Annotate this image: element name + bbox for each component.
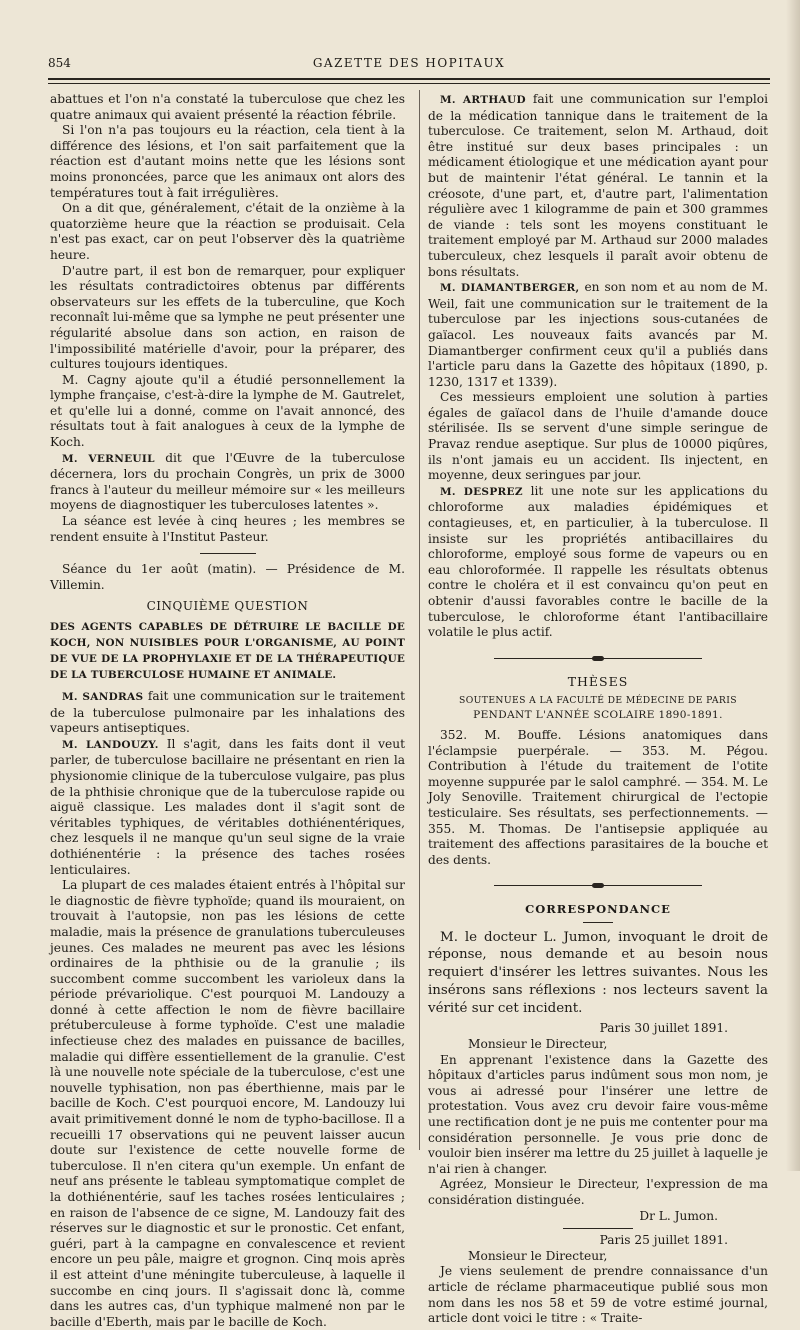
letter-separator [563,1228,633,1229]
speaker-name: M. VERNEUIL [62,452,155,465]
speaker-name: M. LANDOUZY. [62,738,159,751]
header-rule [48,78,770,80]
paragraph-text: dit que l'Œuvre de la tuberculose décernera, lors du prochain Congrès, un prix de 3000 francs à l'auteur du meilleur mémoire sur « les meilleurs moyens de diagnostiquer les tuberculoses latentes ». [50,450,405,513]
letter-date: Paris 25 juillet 1891. [599,1233,728,1248]
paragraph: La plupart de ces malades étaient entrés à l'hôpital sur le diagnostic de fièvre typhoïde; quand ils mouraient, on trouvait à l'autopsie, non pas les lésions de cette maladie, mais la présence de granulations tuberculeuses jeunes. Ces malades ne meurent pas avec les lésions ordinaires de la phthisie ou de la granulie ; ils succombent comme succombent les varioleux dans la période prévariolique. C'est pourquoi M. Landouzy a donné à cette affection le nom de fièvre bacillaire prétuberculeuse à forme typhoïde. C'est une maladie infectieuse chez des malades en puissance de bacilles, maladie qui diffère essentiellement de la granulie. C'est là une nouvelle note spéciale de la tuberculose, c'est une nouvelle typhisation, non pas éberthienne, mais par le bacille de Koch. C'est pourquoi encore, M. Landouzy lui avait primitivement donné le nom de typho-bacillose. Il a recueilli 17 observations qui ne peuvent laisser aucun doute sur l'existence de cette nouvelle forme de tuberculose. Il n'en citera qu'un exemple. Un enfant de neuf ans présente le tableau symptomatique complet de la dothiénentérie, sauf les taches rosées lenticulaires ; en raison de l'absence de ce signe, M. Landouzy fait des réserves sur le diagnostic et sur le pronostic. Cet enfant, guéri, part à la campagne en convalescence et revient encore un peu pâle, maigre et grognon. Cinq mois après il est atteint d'une méningite tuberculeuse, à laquelle il succombe en cinq jours. Il s'agissait donc là, comme dans les autres cas, d'un typhique malmené non par le bacille d'Eberth, mais par le bacille de Koch. [50,878,405,1329]
paragraph: D'autre part, il est bon de remarquer, pour expliquer les résultats contradictoires obtenus par différents observateurs sur les effets de la tuberculine, que Koch reconnaît lui-même que sa lymphe ne peut présenter une régularité absolue dans son action, en raison de l'impossibilité matérielle d'avoir, pour la préparer, des cultures toujours identiques. [50,263,405,372]
page-edge-shadow [786,0,800,1171]
paragraph-text: fait une communication sur l'emploi de la médication tannique dans le traitement de la tuberculose. Ce traitement, selon M. Arthaud, doit être institué sur deux bases principales : un médicament étiologique et une médication ayant pour but de maintenir l'état général. Le tannin et la créosote, d'une part, et, d'autre part, l'alimentation régulière avec 1 kilogramme de pain et 300 grammes de viande : tels sont les moyens constituant le traitement employé par M. Arthaud sur 2000 malades tuberculeux, chez lesquels il paraît avoir obtenu de bons résultats. [428,92,768,279]
letter-body: En apprenant l'existence dans la Gazette des hôpitaux d'articles parus indûment sous mon nom, je vous ai adressé pour l'insérer une lettre de protestation. Vous avez cru devoir faire vous-même une rectification dont je ne puis me contenter pour ma considération personnelle. Je vous prie donc de vouloir bien insérer ma lettre du 25 juillet à laquelle je n'ai rien à changer. [428,1052,768,1176]
paragraph-text: en son nom et au nom de M. Weil, fait une communication sur le traitement de la tuberculose par les injections sous-cutanées de gaïacol. Les nouveaux faits avancés par M. Diamantberger confirment ceux qu'il a publiés dans l'article paru dans la Gazette des hôpitaux (1890, p. 1230, 1317 et 1339). [428,280,769,389]
paragraph [428,484,768,641]
correspondance-intro: M. le docteur L. Jumon, invoquant le droit de réponse, nous demande et au besoin nous requiert d'insérer les lettres suivantes. Nous les insérons sans réflexions : nos lecteurs savent la vérité sur cet incident. [428,929,768,1016]
paragraph: Ces messieurs emploient une solution à parties égales de gaïacol dans de l'huile d'amande douce stérilisée. Ils se servent d'une simple seringue de Pravaz rendue aseptique. Sur plus de 10000 piqûres, ils n'ont jamais eu un accident. Ils injectent, en moyenne, deux seringues par jour. [428,390,768,483]
ornamental-rule [428,651,768,667]
theses-heading: THÈSES [567,674,629,690]
paragraph: abattues et l'on n'a constaté la tuberculose que chez les quatre animaux qui avaient présenté la réaction fébrile. [50,92,405,122]
letter-closing: Agréez, Monsieur le Directeur, l'expression de ma considération distinguée. [428,1177,768,1208]
paragraph: M. Cagny ajoute qu'il a étudié personnellement la lymphe française, c'est-à-dire la lymphe de M. Gautrelet, et qu'elle lui a donné, comme on l'avait annoncé, des résultats tout à fait analogues à ceux de la lymphe de Koch. [50,372,405,450]
paragraph [50,737,405,878]
journal-title: GAZETTE DES HOPITAUX [312,56,506,70]
correspondance-heading: CORRESPONDANCE [525,901,671,916]
speaker-name: M. SANDRAS [62,691,144,703]
paragraph [50,689,405,737]
letter-signature: Dr L. Jumon. [639,1208,718,1223]
header-rule-thin [48,83,770,84]
theses-subheading: SOUTENUES A LA FACULTÉ DE MÉDECINE DE PARIS [459,694,737,706]
page-header [48,56,770,74]
speaker-name: M. ARTHAUD [440,94,526,106]
paragraph: Si l'on n'a pas toujours eu la réaction, cela tient à la différence des lésions, et l'on sait parfaitement que la réaction est d'autant moins nette que les lésions sont moins prononcées, parce que les animaux ont alors des températures tout à fait irrégulières. [50,123,405,200]
column-divider [419,90,420,1150]
ornamental-rule [428,878,768,894]
letter-salutation: Monsieur le Directeur, [468,1248,608,1263]
paragraph [428,92,768,280]
paragraph-text: Il s'agit, dans les faits dont il veut parler, de tuberculose bacillaire ne présentant en rien la physionomie clinique de la tuberculose vulgaire, pas plus de la phthisie chronique que de la tuberculose rapide ou aiguë classique. Les malades dont il s'agit sont de véritables typhiques, de véritables dothiénentériques, chez lesquels il ne manque qu'un seul signe de la vraie dothiénentérie : la présence des taches rosées lenticulaires. [50,736,406,877]
section-separator [200,553,256,554]
letter-date: Paris 30 juillet 1891. [599,1021,728,1036]
question-title: DES AGENTS CAPABLES DE DÉTRUIRE LE BACILLE DE KOCH, NON NUISIBLES POUR L'ORGANISME, AU POINT DE VUE DE LA PROPHYLAXIE ET DE LA THÉRAPEUTIQUE DE LA TUBERCULOSE HUMAINE ET ANIMALE. [50,621,405,681]
left-column [50,92,405,1330]
right-column [428,92,768,1327]
paragraph: La séance est levée à cinq heures ; les membres se rendent ensuite à l'Institut Pasteur. [50,514,405,544]
page-number: 854 [48,56,71,70]
speaker-name: M. DESPREZ [440,485,523,498]
question-heading: CINQUIÈME QUESTION [146,599,309,614]
letter-salutation: Monsieur le Directeur, [468,1037,608,1052]
theses-subheading: PENDANT L'ANNÉE SCOLAIRE 1890-1891. [473,708,723,721]
paragraph [50,451,405,514]
letter-body: Je viens seulement de prendre connaissance d'un article de réclame pharmaceutique publié sous mon nom dans les nos 58 et 59 de votre estimé journal, article dont voici le titre : « Traite- [428,1264,768,1326]
short-rule [583,922,613,923]
session-line: Séance du 1er août (matin). — Présidence de M. Villemin. [50,562,405,592]
paragraph-text: fait une communication sur le traitement de la tuberculose pulmonaire par les inhalations des vapeurs antiseptiques. [50,689,405,736]
paragraph: On a dit que, généralement, c'était de la onzième à la quatorzième heure que la réaction se produisait. Cela n'est pas exact, car on peut l'observer dès la quatrième heure. [50,201,405,262]
speaker-name: M. DIAMANTBERGER, [440,282,580,295]
theses-list: 352. M. Bouffe. Lésions anatomiques dans l'éclampsie puerpérale. — 353. M. Pégou. Contribution à l'étude du traitement de l'otite moyenne suppurée par le salol camphré. — 354. M. Le Joly Senoville. Traitement chirurgical de l'ectopie testiculaire. Ses résultats, ses perfectionnements. — 355. M. Thomas. De l'antisepsie appliquée au traitement des affections parasitaires de la bouche et des dents. [428,727,768,867]
paragraph [428,280,768,390]
paragraph-text: lit une note sur les applications du chloroforme aux maladies épidémiques et contagieuses, et, en particulier, à la tuberculose. Il insiste sur les propriétés antibacillaires du chloroforme, employé sous forme de vapeurs ou en eau chloroformée. Il rappelle les résultats obtenus contre le choléra et il est convaincu qu'on peut en obtenir d'aussi favorables contre le bacille de la tuberculose, le chloroforme étant l'antibacillaire volatile le plus actif. [428,483,768,640]
